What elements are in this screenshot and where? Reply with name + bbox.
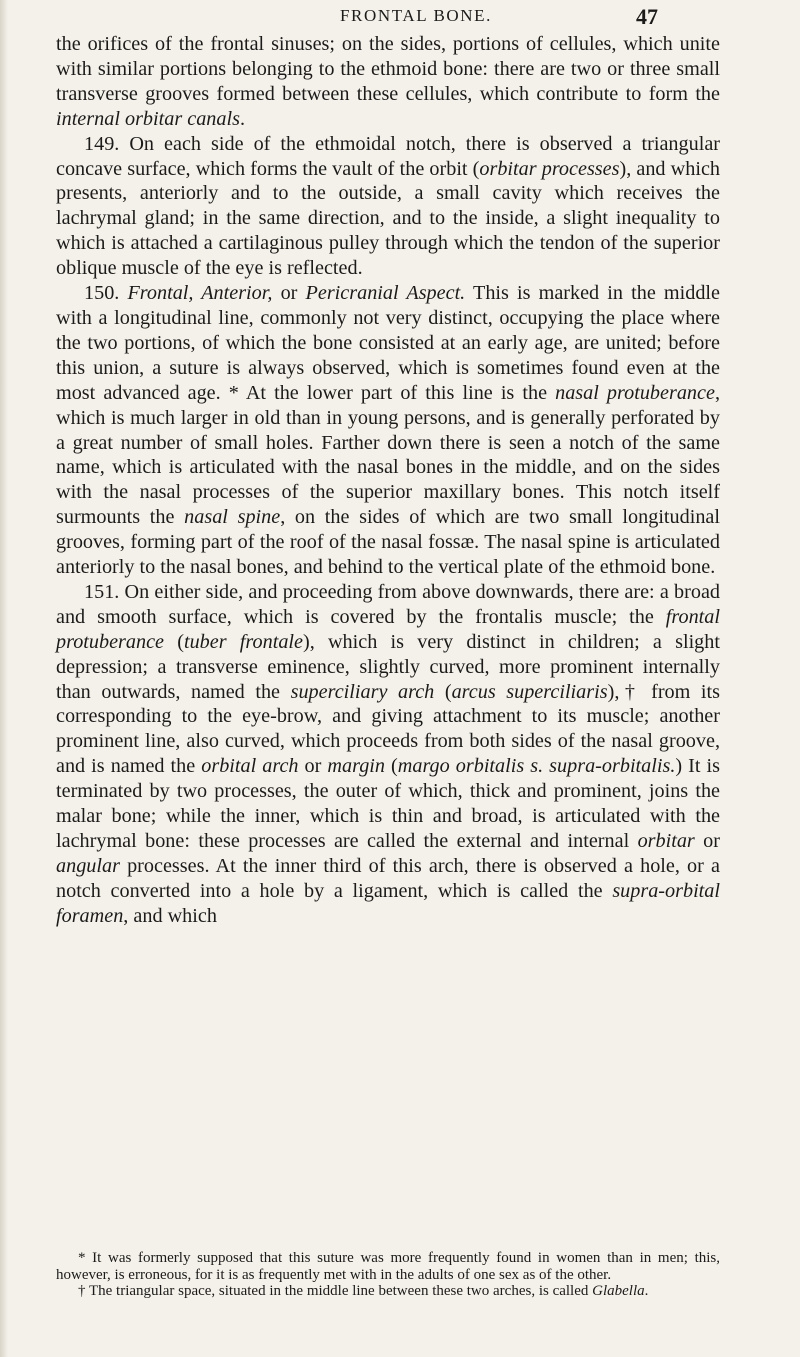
running-title: FRONTAL BONE. [340, 6, 492, 25]
body-text [56, 32, 720, 929]
section-number: 151. [84, 580, 120, 603]
running-head [0, 4, 800, 28]
paragraph-150: 150. Frontal, Anterior, or Pericranial Aspect. This is marked in the middle with a longitudinal line, commonly not very distinct, occupying the place where the two portions, of which the bone consisted at an early age, are united; before this union, a suture is always observed, which is sometimes found even at the most advanced age. * At the lower part of this line is the nasal protuberance, which is much larger in old than in young persons, and is generally perforated by a great number of small holes. Farther down there is seen a notch of the same name, which is articulated with the nasal bones in the middle, and on the sides with the nasal processes of the superior maxillary bones. This notch itself surmounts the nasal spine, on the sides of which are two small longitudinal grooves, forming part of the roof of the nasal fossæ. The nasal spine is articulated anteriorly to the nasal bones, and behind to the vertical plate of the ethmoid bone. [56, 282, 720, 579]
section-number: 149. [84, 132, 120, 155]
page-number: 47 [636, 4, 658, 29]
paragraph-151: 151. On either side, and proceeding from above downwards, there are: a broad and smooth surface, which is covered by the frontalis muscle; the frontal protuberance (tuber frontale), which is very distinct in children; a slight depression; a transverse eminence, slightly curved, more prominent internally than outwards, named the superciliary arch (arcus superciliaris),† from its corresponding to the eye-brow, and giving attachment to its muscle; another prominent line, also curved, which proceeds from both sides of the nasal groove, and is named the orbital arch or margin (margo orbitalis s. supra-orbitalis.) It is terminated by two processes, the outer of which, thick and prominent, joins the malar bone; while the inner, which is thin and broad, is articulated with the lachrymal bone: these processes are called the external and internal orbitar or angular processes. At the inner third of this arch, there is observed a hole, or a notch converted into a hole by a ligament, which is called the supra-orbital foramen, and which [56, 580, 720, 927]
paragraph-149: 149. On each side of the ethmoidal notch, there is observed a triangular concave surface, which forms the vault of the orbit (orbitar processes), and which presents, anteriorly and to the outside, a small cavity which receives the lachrymal gland; in the same direction, and to the inside, a slight inequality to which is attached a cartilaginous pulley through which the tendon of the superior oblique muscle of the eye is reflected. [56, 132, 720, 280]
page-edge-shadow [0, 0, 8, 1357]
term-internal-orbitar-canals: internal orbitar canals [56, 107, 240, 130]
section-number: 150. [84, 282, 120, 305]
paragraph-continuation: the orifices of the frontal sinuses; on the sides, portions of cellules, which unite with similar portions belonging to the ethmoid bone: there are two or three small transverse grooves formed between these cellules, which contribute to form the internal orbitar canals. [56, 33, 720, 130]
footnotes [56, 1250, 720, 1300]
footnote-2: † The triangular space, situated in the middle line between these two arches, is called Glabella. [78, 1283, 649, 1300]
footnote-1: * It was formerly supposed that this suture was more frequently found in women than in men; this, however, is erroneous, for it is as frequently met with in the adults of one sex as of the other. [56, 1250, 720, 1283]
